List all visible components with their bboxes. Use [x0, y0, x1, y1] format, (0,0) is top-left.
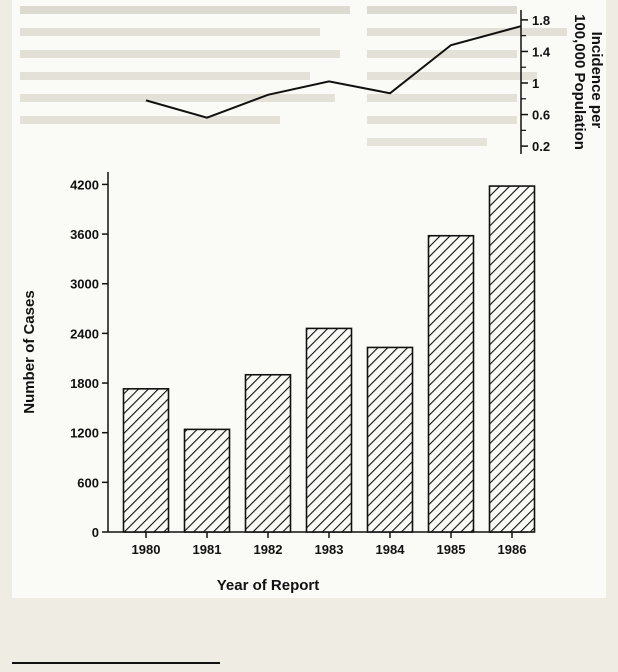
- bar-1986: [490, 186, 535, 532]
- bar-1982: [246, 375, 291, 532]
- bar-1984: [368, 347, 413, 532]
- right-y-tick-label: 1.8: [532, 12, 551, 28]
- right-y-tick-label: 0.2: [532, 139, 551, 155]
- right-y-tick-label: 1.4: [532, 44, 551, 60]
- x-tick-label-1980: 1980: [131, 542, 161, 557]
- x-tick-label-1981: 1981: [192, 542, 222, 557]
- y-tick-label: 1200: [70, 425, 99, 441]
- scanned-page: [12, 0, 606, 598]
- x-axis-title: Year of Report: [216, 577, 320, 594]
- x-tick-label-1982: 1982: [253, 542, 283, 557]
- incidence-line: [146, 26, 521, 118]
- right-y-axis-title-line-1: Incidence per: [588, 31, 605, 129]
- y-tick-label: 3000: [70, 276, 99, 292]
- x-tick-label-1983: 1983: [314, 542, 344, 557]
- bar-1983: [307, 328, 352, 532]
- bar-chart: [21, 172, 535, 594]
- x-tick-label-1985: 1985: [436, 542, 466, 557]
- footnote-rule: [12, 662, 220, 664]
- right-y-tick-label: 0.6: [532, 107, 551, 123]
- bars: [124, 186, 535, 532]
- right-y-tick-label: 1: [532, 76, 540, 91]
- x-axis-tick-labels: [132, 532, 527, 557]
- chart-figure: [12, 0, 606, 598]
- y-axis-ticks: [70, 177, 108, 540]
- bar-1985: [429, 236, 474, 532]
- y-axis-title: Number of Cases: [21, 290, 38, 414]
- y-tick-label: 2400: [70, 326, 99, 342]
- x-tick-label-1986: 1986: [497, 542, 527, 557]
- y-tick-label: 600: [77, 475, 99, 491]
- x-tick-label-1984: 1984: [375, 542, 405, 557]
- bleed-through-texture: [20, 6, 567, 146]
- bar-1981: [185, 429, 230, 532]
- y-tick-label: 4200: [70, 177, 99, 193]
- right-y-axis-title: [571, 14, 605, 150]
- bar-1980: [124, 389, 169, 532]
- y-tick-label: 1800: [70, 376, 99, 392]
- y-tick-label: 0: [91, 525, 99, 540]
- y-tick-label: 3600: [70, 227, 99, 243]
- right-y-axis-title-line-2: 100,000 Population: [571, 14, 588, 150]
